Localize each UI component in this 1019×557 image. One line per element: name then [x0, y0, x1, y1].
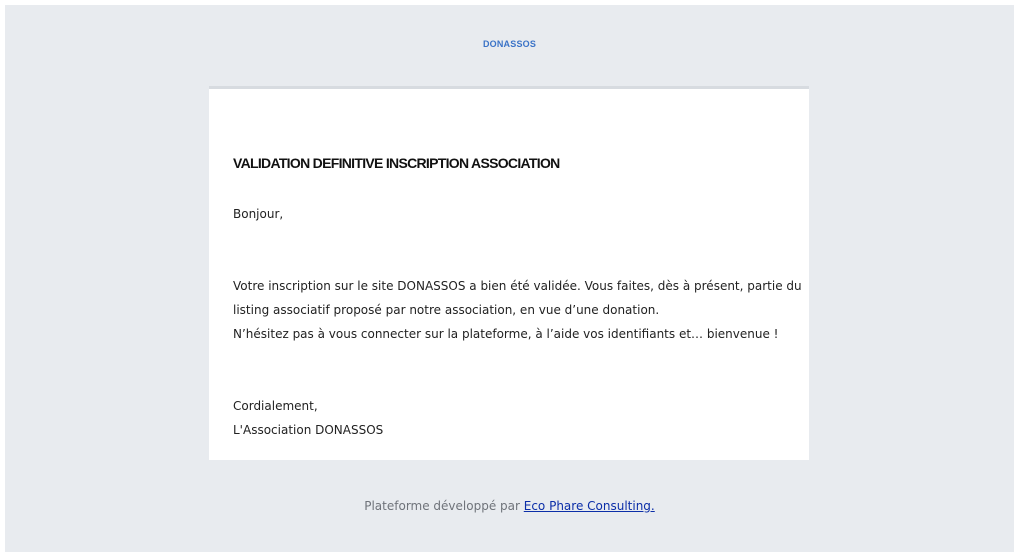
footer	[5, 499, 1014, 513]
body-line: Votre inscription sur le site DONASSOS a bien été validée. Vous faites, dès à présent, partie du	[233, 279, 802, 293]
greeting-text: Bonjour,	[233, 207, 284, 221]
email-signature	[233, 394, 383, 442]
email-title: VALIDATION DEFINITIVE INSCRIPTION ASSOCIATION	[233, 155, 560, 171]
email-body	[233, 274, 802, 346]
email-card	[209, 86, 809, 460]
footer-text: Plateforme développé par	[364, 499, 520, 513]
signature-line: L'Association DONASSOS	[233, 423, 384, 437]
email-preview-background	[5, 5, 1014, 552]
body-line: listing associatif proposé par notre association, en vue d’une donation.	[233, 303, 660, 317]
closing-line: Cordialement,	[233, 399, 318, 413]
brand-header: DONASSOS	[482, 39, 537, 49]
eco-phare-consulting-link[interactable]: Eco Phare Consulting.	[523, 499, 655, 513]
body-line: N’hésitez pas à vous connecter sur la plateforme, à l’aide vos identifiants et… bienvenue !	[233, 327, 779, 341]
